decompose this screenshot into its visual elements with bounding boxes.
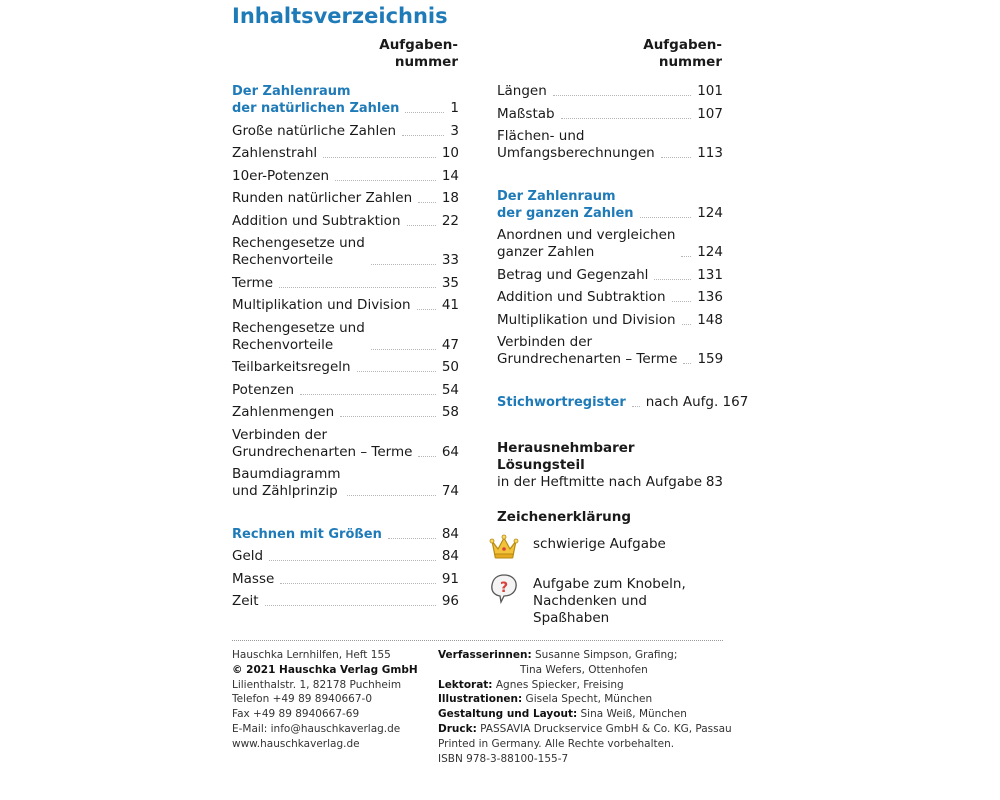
page-title: Inhaltsverzeichnis [232,4,448,28]
toc-entry-number: 131 [697,266,723,283]
toc-entry [497,289,723,306]
toc-entry-label: Flächen- und Umfangsberechnungen [497,128,655,161]
dot-leader [561,118,692,119]
toc-entry [232,275,459,292]
imprint-line: Telefon +49 89 8940667-0 [232,693,373,706]
column-header-right: Aufgaben- nummer [643,37,722,70]
loesungsteil-entry [497,474,723,491]
toc-entry [497,106,723,123]
toc-entry [232,123,459,140]
toc-entry-label: Rechnen mit Größen [232,526,382,542]
toc-entry-label: Betrag und Gegenzahl [497,266,649,283]
toc-entry-label: Addition und Subtraktion [232,212,401,229]
dot-leader [265,605,436,606]
toc-entry-label: Anordnen und vergleichen ganzer Zahlen [497,227,676,260]
dot-leader [402,135,444,136]
toc-entry-number: 33 [441,252,459,268]
toc-entry-label: Baumdiagramm und Zählprinzip [232,466,341,499]
legend-item-text: Aufgabe zum Knobeln, Nachdenken und Spaßhaben [533,576,686,626]
toc-entry [497,128,723,162]
dot-leader [335,180,436,181]
toc-entry [497,334,723,368]
toc-entry-number: 136 [697,289,723,305]
toc-entry-number: 14 [441,167,459,184]
toc-entry-number: 35 [441,274,459,291]
dot-leader [654,279,691,280]
toc-entry [232,548,459,565]
imprint-line: Tina Wefers, Ottenhofen [520,663,648,676]
imprint-line: E-Mail: info@hauschkaverlag.de [232,722,401,735]
toc-entry-number: 18 [441,190,459,206]
toc-section-heading [497,188,723,222]
dot-leader [269,560,436,561]
imprint-line: ISBN 978-3-88100-155-7 [438,752,569,765]
dot-leader [279,287,436,288]
loesungsteil-text: in der Heftmitte nach Aufgabe [497,474,703,490]
imprint-line: Druck: PASSAVIA Druckservice GmbH & Co. KG, Passau [438,722,732,735]
toc-entry-label: 10er-Potenzen [232,167,330,184]
toc-entry-label: Stichwortregister [497,394,626,410]
toc-entry-number: 96 [441,593,459,609]
dot-leader [347,495,436,496]
dot-leader [405,112,444,113]
toc-entry [232,382,459,399]
toc-entry-number: 41 [441,297,459,313]
section-gap [497,374,723,394]
toc-entry-number: 47 [441,336,459,353]
imprint-line: Illustrationen: Gisela Specht, München [438,693,653,706]
dot-leader [632,406,640,407]
toc-column-left [232,83,459,616]
toc-entry-number: 148 [697,311,723,328]
toc-entry-label: Runden natürlicher Zahlen [232,190,413,206]
dot-leader [418,202,436,203]
toc-entry [232,168,459,185]
toc-entry-number: 1 [450,100,459,116]
toc-entry [232,297,459,314]
toc-entry-number: 22 [441,212,459,229]
toc-entry-label: Potenzen [232,381,295,398]
toc-entry-number: 107 [697,105,723,122]
toc-entry [497,267,723,284]
dot-leader [371,264,436,265]
toc-entry-number: 124 [697,204,723,221]
imprint-line: © 2021 Hauschka Verlag GmbH [232,663,418,676]
dot-leader [357,371,436,372]
dot-leader [418,456,435,457]
imprint-line: Gestaltung und Layout: Sina Weiß, München [438,708,687,721]
toc-entry-label: Geld [232,548,264,564]
legend-item-text: schwierige Aufgabe [533,536,666,552]
loesungsteil-heading: Herausnehmbarer Lösungsteil [497,440,635,473]
toc-entry-label: Rechengesetze und Rechenvorteile [232,235,365,268]
toc-entry [232,427,459,461]
imprint-line: Verfasserinnen: Susanne Simpson, Grafing; [438,649,678,661]
toc-entry [232,213,459,230]
dot-leader [661,157,691,158]
dot-leader [640,217,692,218]
toc-entry [232,235,459,269]
toc-entry-number: 58 [441,404,459,420]
imprint-line: Printed in Germany. Alle Rechte vorbehalten. [438,737,675,750]
dot-leader [300,394,436,395]
toc-entry [232,359,459,376]
toc-entry [232,571,459,588]
toc-entry [232,190,459,207]
toc-entry [497,227,723,261]
toc-entry [232,593,459,610]
legend-item-puzzle [489,572,723,627]
toc-entry [497,83,723,100]
legend-item-difficult [489,532,723,562]
dot-leader [280,583,436,584]
imprint-line: Lilienthalstr. 1, 82178 Puchheim [232,678,402,691]
toc-section-heading [232,83,459,117]
toc-entry-label: Der Zahlenraum der natürlichen Zahlen [232,84,400,116]
toc-entry-number: 113 [697,145,723,161]
loesungsteil-number: 83 [705,474,723,490]
toc-column-right [497,83,749,627]
toc-entry-number: 84 [441,525,459,542]
toc-entry-label: Maßstab [497,105,555,122]
dot-leader [682,324,692,325]
toc-entry-label: Zahlenstrahl [232,145,318,161]
loesungsteil [497,440,723,491]
toc-entry-number: 3 [450,122,459,139]
toc-entry-label: Terme [232,274,274,291]
imprint-publisher [232,648,418,752]
toc-entry-number: 159 [697,351,724,367]
legend-heading: Zeichenerklärung [497,509,632,525]
toc-entry-label: Masse [232,570,275,587]
imprint-line: www.hauschkaverlag.de [232,737,360,750]
toc-entry-label: Große natürliche Zahlen [232,122,397,139]
legend [497,509,723,627]
dot-leader [323,157,436,158]
dot-leader [388,538,436,539]
toc-entry-number: 10 [441,145,459,161]
toc-entry-label: Verbinden der Grundrechenarten – Terme [497,334,678,367]
toc-entry-label: Verbinden der Grundrechenarten – Terme [232,426,413,460]
toc-entry-label: Multiplikation und Division [497,311,676,328]
toc-entry-number: 64 [441,443,459,460]
section-gap [232,506,459,526]
toc-entry-label: Teilbarkeitsregeln [232,359,351,375]
dot-leader [672,301,692,302]
toc-entry [497,312,723,329]
toc-entry-number: nach Aufg. 167 [645,393,749,410]
dot-leader [417,309,436,310]
toc-entry-number: 54 [441,381,459,398]
toc-entry [232,404,459,421]
dot-leader [407,225,436,226]
dot-leader [681,256,691,257]
dot-leader [371,349,436,350]
toc-entry-label: Addition und Subtraktion [497,289,666,305]
dot-leader [340,416,436,417]
toc-section-heading [232,526,459,543]
dot-leader [553,95,691,96]
toc-entry [232,466,459,500]
toc-entry-number: 50 [441,359,459,375]
imprint-line: Fax +49 89 8940667-69 [232,708,360,721]
toc-entry-number: 91 [441,570,459,587]
imprint-line: Hauschka Lernhilfen, Heft 155 [232,649,391,661]
toc-entry-number: 84 [441,548,459,564]
toc-entry [232,320,459,354]
imprint-credits [438,648,732,766]
toc-entry-number: 101 [697,83,723,99]
toc-entry-label: Längen [497,83,547,99]
toc-entry [232,145,459,162]
toc-entry-label: Multiplikation und Division [232,297,411,313]
svg-text:?: ? [499,580,509,596]
question-bubble-icon [489,572,519,602]
toc-entry-label: Zahlenmengen [232,404,335,420]
section-gap [497,168,723,188]
toc-entry-label: Der Zahlenraum der ganzen Zahlen [497,188,634,221]
crown-icon [489,532,519,562]
dot-leader [683,363,691,364]
toc-entry-number: 74 [441,483,459,499]
column-header-left: Aufgaben- nummer [379,37,458,70]
imprint-line: Lektorat: Agnes Spiecker, Freising [438,678,624,691]
toc-entry-label: Zeit [232,593,259,609]
footer-divider [232,640,723,641]
toc-entry-number: 124 [697,244,723,260]
toc-section-heading [497,393,749,411]
toc-entry-label: Rechengesetze und Rechenvorteile [232,319,365,353]
